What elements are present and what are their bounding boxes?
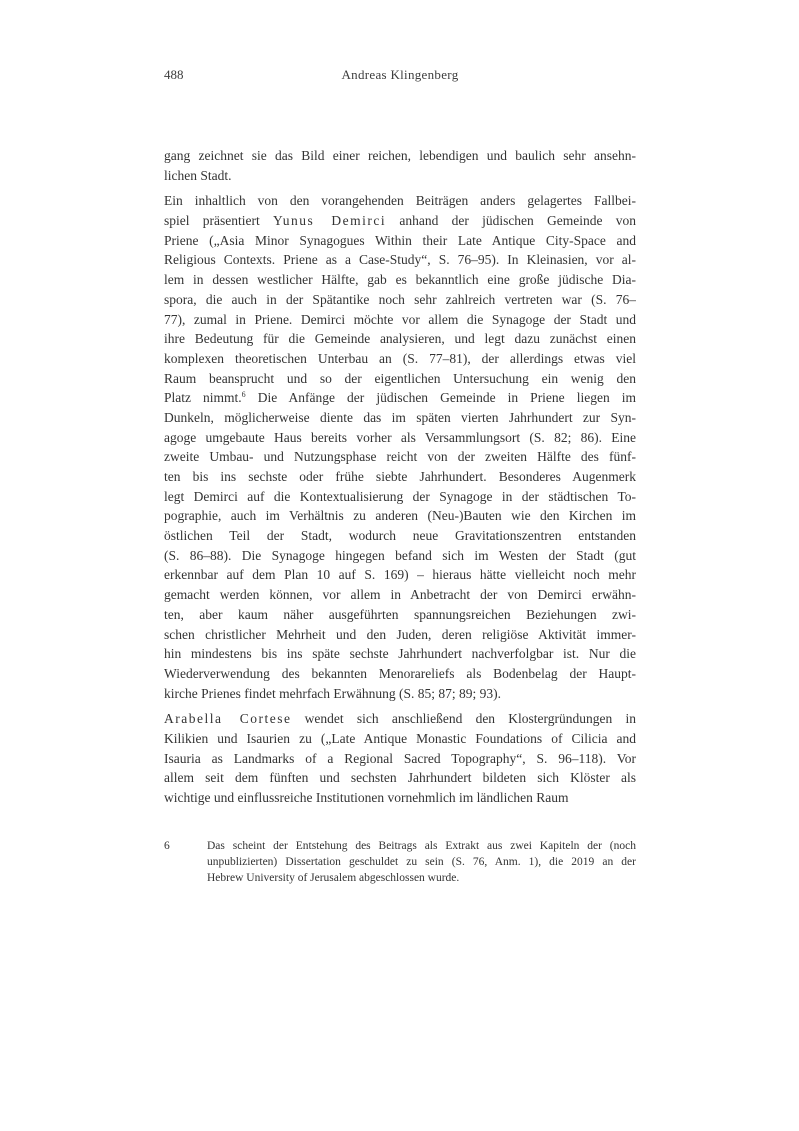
paragraph-cortese-review xyxy=(164,709,636,807)
text-line: erkennbar auf dem Plan 10 auf S. 169) – hieraus hätte vielleicht noch mehr xyxy=(164,567,636,583)
text-line: Ein inhaltlich von den vorangehenden Beiträgen anders gelagertes Fallbei- xyxy=(164,193,636,209)
text-line: kirche Prienes findet mehrfach Erwähnung (S. 85; 87; 89; 93). xyxy=(164,685,502,701)
text-line: 77), zumal in Priene. Demirci möchte vor allem die Synagoge der Stadt und xyxy=(164,311,636,327)
text-line xyxy=(164,211,636,231)
text-segment: anhand der jüdischen Gemeinde von xyxy=(386,213,636,229)
text-line: hin mindestens bis ins späte sechste Jahrhundert nachverfolgbar ist. Nur die xyxy=(164,646,636,662)
text-line: spora, die auch in der Spätantike noch sehr zahlreich vertreten war (S. 76– xyxy=(164,291,636,307)
text-line: komplexen theoretischen Unterbau an (S. 77–81), der allerdings etwas viel xyxy=(164,350,636,366)
text-line: ihre Bedeutung für die Gemeinde analysieren, und legt dazu zunächst einen xyxy=(164,331,636,347)
text-line xyxy=(164,388,636,408)
text-line: zweite Umbau- und Nutzungsphase reicht von der zweiten Hälfte des fünf- xyxy=(164,449,636,465)
text-segment: wendet sich anschließend den Klostergründungen in xyxy=(291,711,636,727)
text-line: Religious Contexts. Priene as a Case-Study“, S. 76–95). In Kleinasien, vor al- xyxy=(164,252,636,268)
text-line: unpublizierten) Dissertation geschuldet zu sein (S. 76, Anm. 1), die 2019 an der xyxy=(207,856,636,868)
paragraph-continuation xyxy=(164,146,636,185)
text-line: Das scheint der Entstehung des Beitrags als Extrakt aus zwei Kapiteln der (noch xyxy=(207,840,636,852)
text-line: Kilikien und Isaurien zu („Late Antique Monastic Foundations of Cilicia and xyxy=(164,730,636,746)
footnote-text xyxy=(207,838,636,886)
text-line: agoge umgebaute Haus bereits vorher als Versammlungsort (S. 82; 86). Eine xyxy=(164,429,636,445)
text-line: schen christlicher Mehrheit und den Juden, deren religiöse Aktivität immer- xyxy=(164,626,636,642)
text-line: lem in dessen westlicher Hälfte, gab es bekanntlich eine große jüdische Dia- xyxy=(164,272,636,288)
text-line: (S. 86–88). Die Synagoge hingegen befand sich im Westen der Stadt (gut xyxy=(164,547,636,563)
footnote-marker: 6 xyxy=(241,390,246,400)
text-segment: spiel präsentiert xyxy=(164,213,273,229)
text-line: gang zeichnet sie das Bild einer reichen, lebendigen und baulich sehr ansehn- xyxy=(164,148,636,163)
text-line: Isauria as Landmarks of a Regional Sacred Topography“, S. 96–118). Vor xyxy=(164,750,636,766)
text-line: allem seit dem fünften und sechsten Jahrhundert bildeten sich Klöster als xyxy=(164,770,636,786)
text-line: östlichen Teil der Stadt, wodurch neue Gravitationszentren entstanden xyxy=(164,528,636,544)
text-line: ten, aber kaum näher ausgeführten spannungsreichen Beziehungen zwi- xyxy=(164,606,636,622)
text-segment: Die Anfänge der jüdischen Gemeinde in Priene liegen im xyxy=(245,390,636,406)
text-line: Priene („Asia Minor Synagogues Within their Late Antique City-Space and xyxy=(164,232,636,248)
page-header xyxy=(164,66,636,84)
text-line: ten bis ins sechste oder frühe siebte Jahrhundert. Besonderes Augenmerk xyxy=(164,469,636,484)
text-line: pographie, auch im Verhältnis zu anderen (Neu-)Bauten wie den Kirchen im xyxy=(164,508,636,524)
text-line: lichen Stadt. xyxy=(164,167,232,183)
footnote xyxy=(164,838,636,886)
person-name: Yunus Demirci xyxy=(272,213,387,229)
text-line: Dunkeln, möglicherweise diente das im späten vierten Jahrhundert zur Syn- xyxy=(164,409,636,425)
text-segment: Platz nimmt. xyxy=(164,390,242,406)
body-text xyxy=(164,146,636,808)
text-line: Wiederverwendung des bekannten Menorareliefs als Bodenbelag der Haupt- xyxy=(164,665,636,681)
text-line: Raum beansprucht und so der eigentlichen Untersuchung ein wenig den xyxy=(164,370,636,386)
paragraph-demirci-review xyxy=(164,191,636,703)
text-line: gemacht werden können, vor allem in Anbetracht der von Demirci erwähn- xyxy=(164,587,636,603)
footnote-number: 6 xyxy=(164,840,170,852)
text-line: wichtige und einflussreiche Institutionen vornehmlich im ländlichen Raum xyxy=(164,790,569,805)
person-name: Arabella Cortese xyxy=(164,711,292,727)
text-line: Hebrew University of Jerusalem abgeschlossen wurde. xyxy=(207,872,460,884)
running-head: Andreas Klingenberg xyxy=(341,67,459,82)
text-line xyxy=(164,709,636,729)
text-line: legt Demirci auf die Kontextualisierung der Synagoge in der städtischen To- xyxy=(164,488,636,504)
page-number: 488 xyxy=(164,67,184,82)
